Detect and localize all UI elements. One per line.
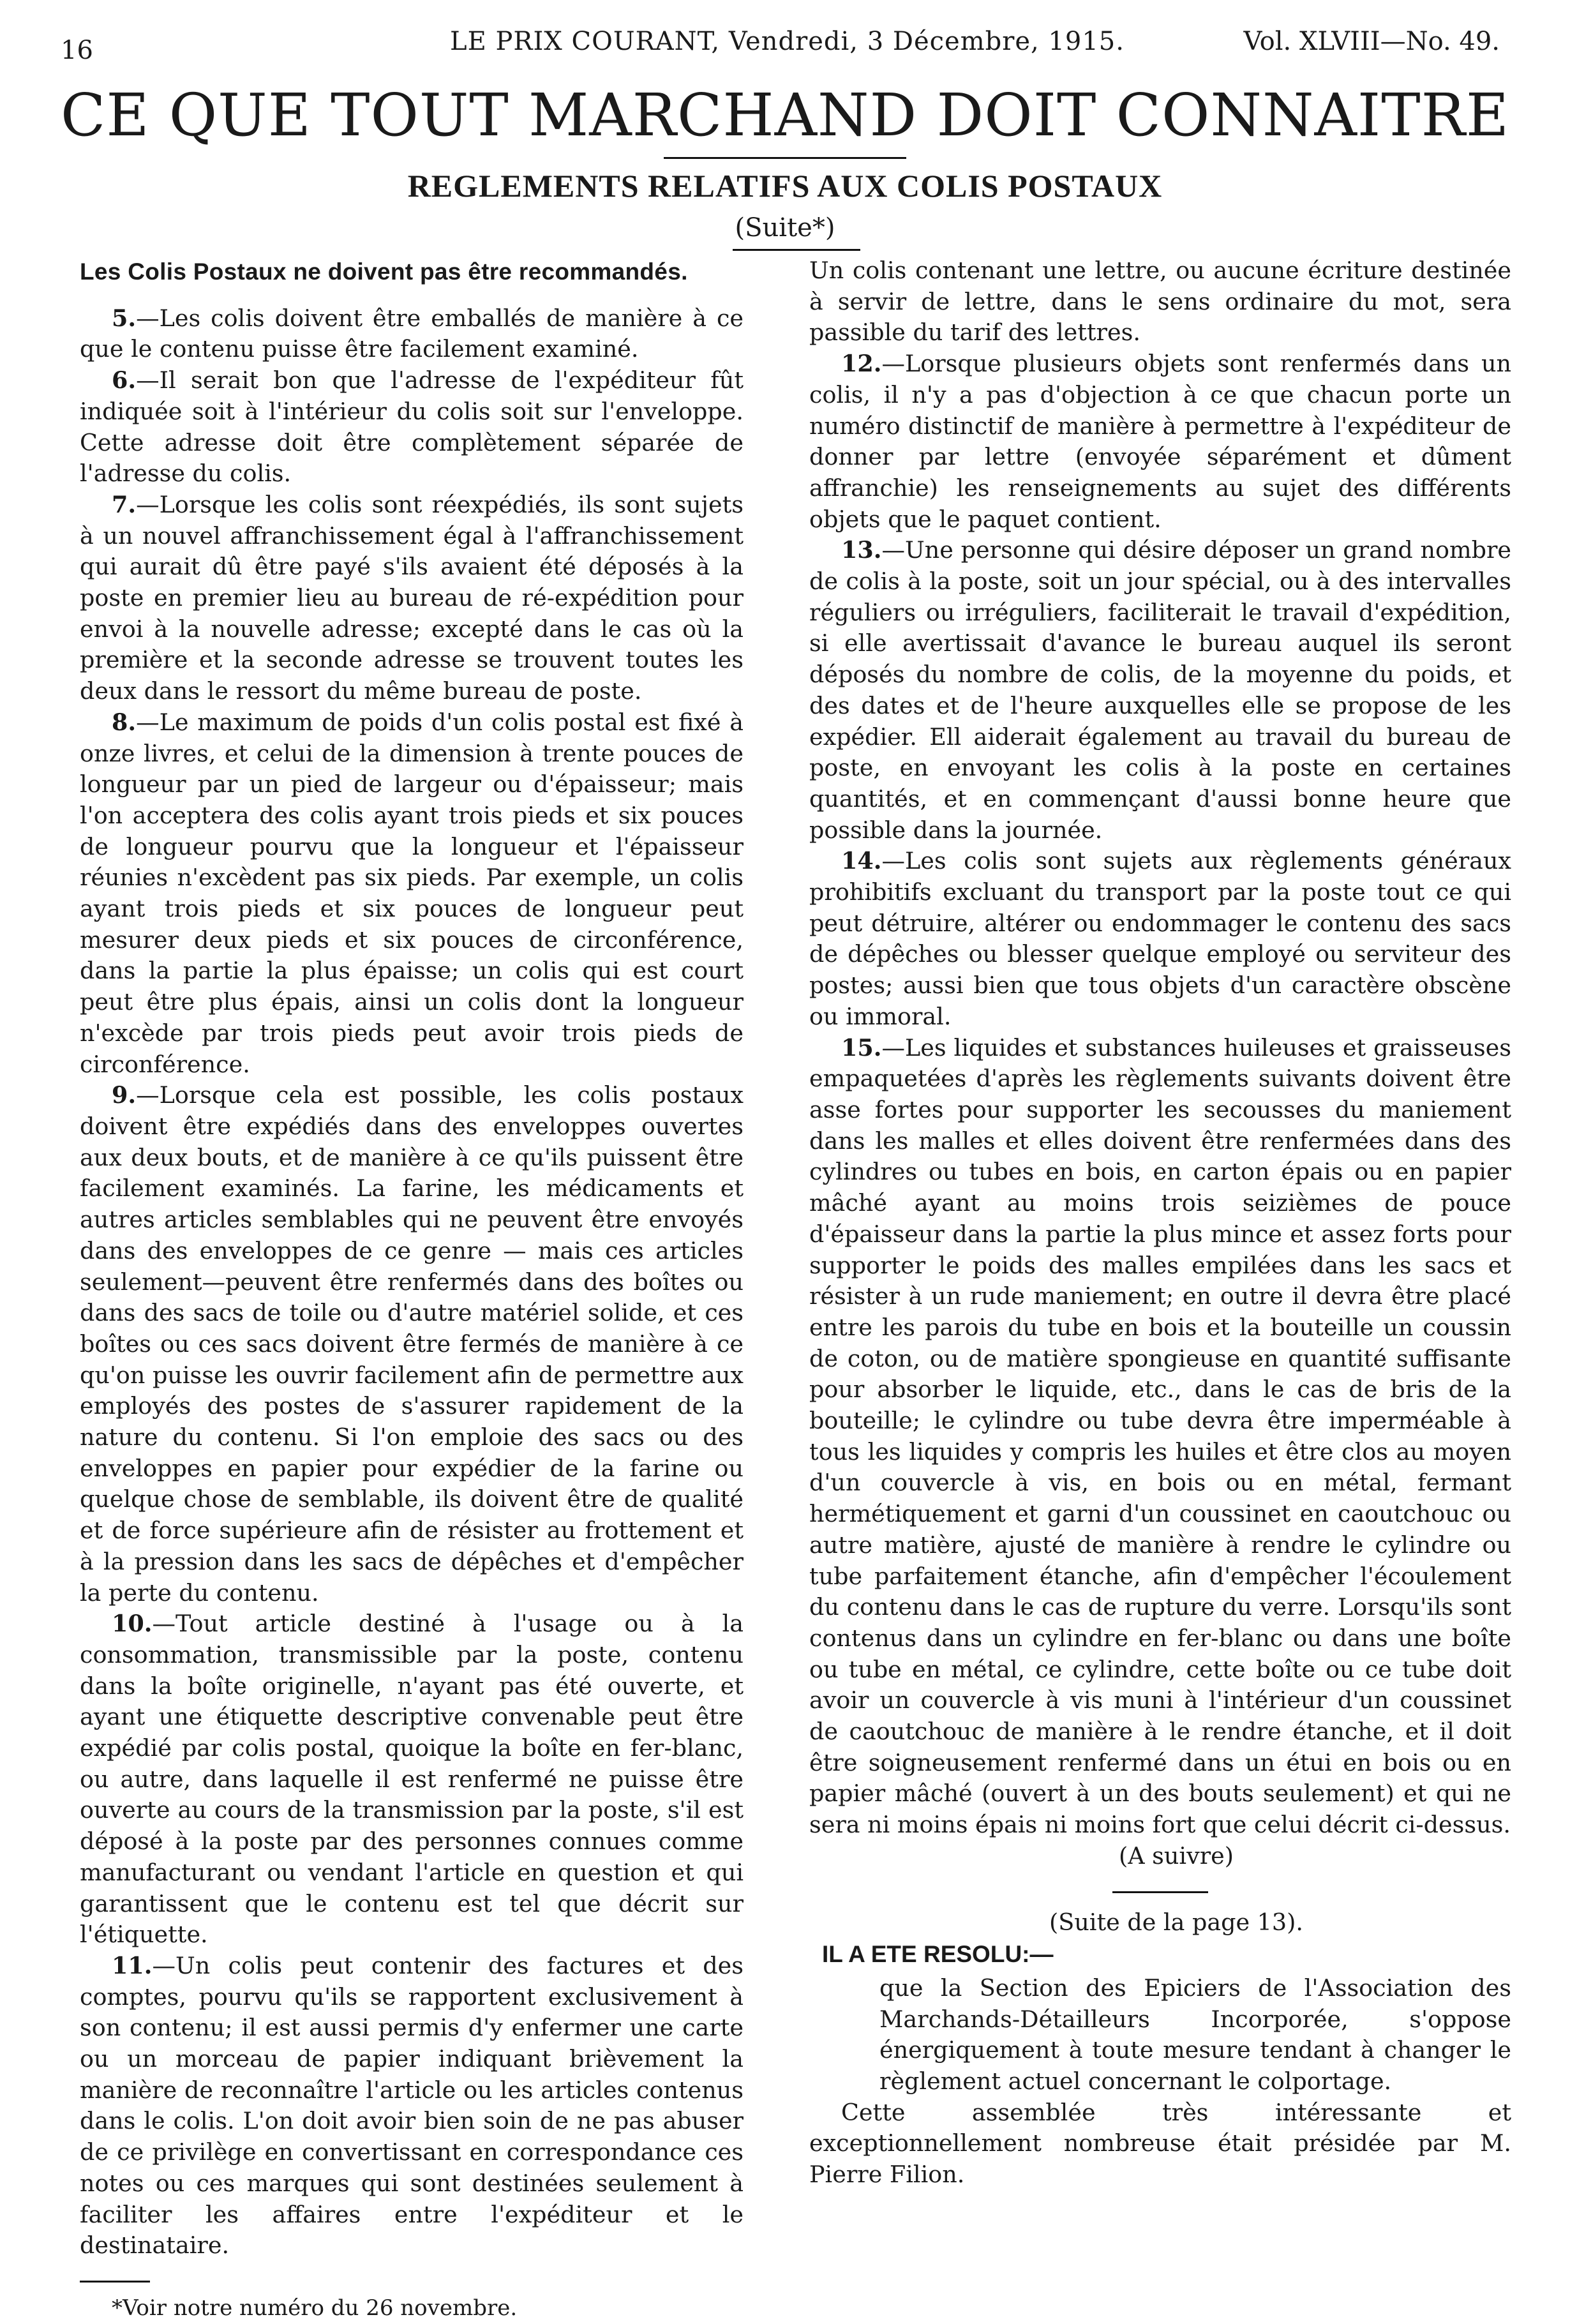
publication-line: LE PRIX COURANT, Vendredi, 3 Décembre, 1915. bbox=[450, 27, 1125, 56]
continued-from-label: (Suite de la page 13). bbox=[1049, 1908, 1303, 1936]
article-paragraph-13 bbox=[809, 535, 1511, 846]
a-suivre-label: (A suivre) bbox=[1118, 1841, 1234, 1870]
article-paragraph-7 bbox=[80, 490, 744, 707]
subtitle-rule bbox=[733, 249, 860, 251]
paragraph-text: —Tout article destiné à l'usage ou à la consommation, transmissible par la poste, contenu dans la boîte originelle, n'ayant pas été ouverte, et ayant une étiquette descriptive convenable peut être expédié par colis postal, quoique la boîte en fer-blanc, ou autre, dans laquelle il est renfermé ne puisse être ouverte au cours de la transmission par la poste, s'il est déposé à la poste par des personnes connues comme manufacturant ou vendant l'article en question et qui garantissent que le contenu est tel que décrit sur l'étiquette. bbox=[80, 1610, 744, 1949]
paragraph-number: 7. bbox=[112, 490, 137, 518]
article-paragraph-11 bbox=[80, 1951, 744, 2261]
section-divider bbox=[1112, 1891, 1208, 1893]
paragraph-text: —Lorsque cela est possible, les colis postaux doivent être expédiés dans des enveloppes ouvertes aux deux bouts, et de manière à ce qu'ils puissent être facilement examinés. La farine, les médicaments et autres articles semblables qui ne peuvent être envoyés dans des enveloppes de ce genre — mais ces articles seulement—peuvent être renfermés dans des boîtes ou dans des sacs de toile ou d'autre matériel solide, et ces boîtes ou ces sacs doivent être fermés de manière à ce qu'on puisse les ouvrir facilement afin de permettre aux employés des postes de s'assurer rapidement de la nature du contenu. Si l'on emploie des sacs ou des enveloppes en papier pour expédier de la farine ou quelque chose de semblable, ils doivent être de qualité et de force supérieure afin de résister au frottement et à la pression dans les sacs de dépêches et d'empêcher la perte du contenu. bbox=[80, 1081, 744, 1607]
paragraph-text: —Les colis sont sujets aux règlements généraux prohibitifs excluant du transport par la poste tout ce qui peut détruire, altérer ou endommager le contenu des sacs de dépêches ou blesser quelque employé ou serviteur des postes; aussi bien que tous objets d'un caractère obscène ou immoral. bbox=[809, 847, 1511, 1030]
article-paragraph-9 bbox=[80, 1080, 744, 1608]
resolution-heading: IL A ETE RESOLU:— bbox=[822, 1941, 1054, 1968]
article-paragraph-10 bbox=[80, 1608, 744, 1951]
paragraph-number: 8. bbox=[112, 708, 137, 736]
paragraph-text: —Le maximum de poids d'un colis postal est fixé à onze livres, et celui de la dimension à trente pouces de longueur par un pied de largeur ou d'épaisseur; mais l'on acceptera des colis ayant trois pieds et six pouces de longueur pourvu que la longueur et l'épaisseur réunies n'excèdent pas six pieds. Par exemple, un colis ayant trois pieds et six pouces de longueur peut mesurer deux pieds et six pouces de circonférence, dans la partie la plus épaisse; un colis qui est court peut être plus épais, ainsi un colis dont la longueur n'excède par trois pieds peut avoir trois pieds de circonférence. bbox=[80, 708, 744, 1078]
article-paragraph-5 bbox=[80, 303, 744, 365]
paragraph-number: 11. bbox=[112, 1951, 153, 1979]
article-paragraph-6 bbox=[80, 365, 744, 490]
closing-paragraph: Cette assemblée très intéressante et exceptionnellement nombreuse était présidée par M. Pierre Filion. bbox=[809, 2098, 1511, 2189]
footnote-rule bbox=[80, 2281, 150, 2283]
resolution-body bbox=[879, 1973, 1511, 2097]
letter-rule-paragraph: Un colis contenant une lettre, ou aucune écriture destinée à servir de lettre, dans le sens ordinaire du mot, sera passible du tarif des lettres. bbox=[809, 257, 1511, 347]
right-column bbox=[809, 255, 1511, 2191]
volume-number: Vol. XLVIII—No. 49. bbox=[1243, 27, 1500, 56]
paragraph-number: 9. bbox=[112, 1081, 137, 1109]
article-paragraph-8 bbox=[80, 707, 744, 1080]
paragraph-number: 15. bbox=[841, 1033, 882, 1061]
paragraph-text: —Une personne qui désire déposer un grand nombre de colis à la poste, soit un jour spécial, ou à des intervalles réguliers ou irréguliers, faciliterait le travail d'expédition, si elle avertissait d'avance le bureau auquel ils seront déposés du nombre de colis, de la moyenne du poids, et des dates et de l'heure auxquelles elle se propose de les expédier. Ell aiderait également au travail du bureau de poste, en envoyant les colis à la poste en certaines quantités, et en commençant d'aussi bonne heure que possible dans la journée. bbox=[809, 536, 1511, 844]
paragraph-text: —Il serait bon que l'adresse de l'expéditeur fût indiquée soit à l'intérieur du colis soit sur l'enveloppe. Cette adresse doit être complètement séparée de l'adresse du colis. bbox=[80, 366, 744, 488]
page-number: 16 bbox=[61, 36, 93, 65]
paragraph-text: —Lorsque plusieurs objets sont renfermés dans un colis, il n'y a pas d'objection à ce que chacun porte un numéro distinctif de manière à permettre à l'expéditeur de donner par lettre (envoyée séparément et dûment affranchie) les renseignements au sujet des différents objets que le paquet contient. bbox=[809, 350, 1511, 533]
page-title: CE QUE TOUT MARCHAND DOIT CONNAITRE bbox=[60, 81, 1510, 149]
page-header bbox=[61, 27, 1500, 71]
paragraph-number: 6. bbox=[112, 366, 137, 394]
left-column bbox=[80, 255, 744, 2324]
paragraph-text: —Un colis peut contenir des factures et des comptes, pourvu qu'ils se rapportent exclusivement à son contenu; il est aussi permis d'y enfermer une carte ou un morceau de papier indiquant brièvement la manière de reconnaître l'article ou les articles contenus dans le colis. L'on doit avoir bien soin de ne pas abuser de ce privilège en convertissant en correspondance ces notes ou ces marques qui sont destinées seulement à faciliter les affaires entre l'expéditeur et le destinataire. bbox=[80, 1951, 744, 2260]
article-paragraph-12 bbox=[809, 349, 1511, 535]
paragraph-number: 13. bbox=[841, 536, 882, 564]
paragraph-number: 12. bbox=[841, 350, 882, 378]
paragraph-number: 10. bbox=[112, 1610, 153, 1638]
article-paragraph-15 bbox=[809, 1033, 1511, 1841]
article-subtitle: REGLEMENTS RELATIFS AUX COLIS POSTAUX bbox=[407, 168, 1163, 204]
paragraph-number: 14. bbox=[841, 847, 882, 875]
paragraph-text: —Lorsque les colis sont réexpédiés, ils sont sujets à un nouvel affranchissement égal à l'affranchissement qui aurait dû être payé s'ils avaient été déposés à la poste en premier lieu au bureau de ré-expédition pour envoi à la nouvelle adresse; excepté dans le cas où la première et la seconde adresse se trouvent toutes les deux dans le ressort du même bureau de poste. bbox=[80, 490, 744, 705]
paragraph-text: —Les colis doivent être emballés de manière à ce que le contenu puisse être facilement examiné. bbox=[80, 304, 744, 363]
paragraph-number: 5. bbox=[112, 304, 137, 332]
resolution-text: que la Section des Epiciers de l'Association des Marchands-Détailleurs Incorporée, s'oppose énergiquement à toute mesure tendant à changer le règlement actuel concernant le colportage. bbox=[879, 1974, 1511, 2095]
article-paragraph-14 bbox=[809, 846, 1511, 1032]
paragraph-text: —Les liquides et substances huileuses et graisseuses empaquetées d'après les règlements suivants doivent être asse fortes pour supporter les secousses du maniement dans les malles et elles doivent être renfermées dans des cylindres ou tubes en bois, en carton épais ou en papier mâché ayant au moins trois seizièmes de pouce d'épaisseur dans la partie la plus mince et assez forts pour supporter le poids des malles empilées dans les sacs et résister à un rude maniement; en outre il devra être placé entre les parois du tube en bois et la bouteille un coussin de coton, ou de matière spongieuse en quantité suffisante pour absorber le liquide, etc., dans le cas de bris de la bouteille; le cylindre ou tube devra être imperméable à tous les liquides y compris les huiles et être clos au moyen d'un couvercle à vis, en bois ou en métal, fermant hermétiquement et garni d'un coussinet en caoutchouc ou autre matière, ajusté de manière à rendre le cylindre ou tube parfaitement étanche, afin d'empêcher l'écoulement du contenu dans le cas de rupture du verre. Lorsqu'ils sont contenus dans un cylindre en fer-blanc ou dans une boîte ou tube en métal, ce cylindre, cette boîte ou ce tube doit avoir un couvercle à vis muni à l'intérieur d'un coussinet de caoutchouc de manière à le rendre étanche, et il doit être soigneusement renfermé dans un étui en bois ou en papier mâché (ouvert à un des bouts seulement) et qui ne sera ni moins épais ni moins fort que celui décrit ci-dessus. bbox=[809, 1033, 1511, 1839]
title-rule bbox=[664, 157, 906, 159]
section-heading: Les Colis Postaux ne doivent pas être recommandés. bbox=[80, 259, 688, 285]
suite-label: (Suite*) bbox=[735, 213, 835, 243]
footnote: *Voir notre numéro du 26 novembre. bbox=[112, 2295, 518, 2321]
